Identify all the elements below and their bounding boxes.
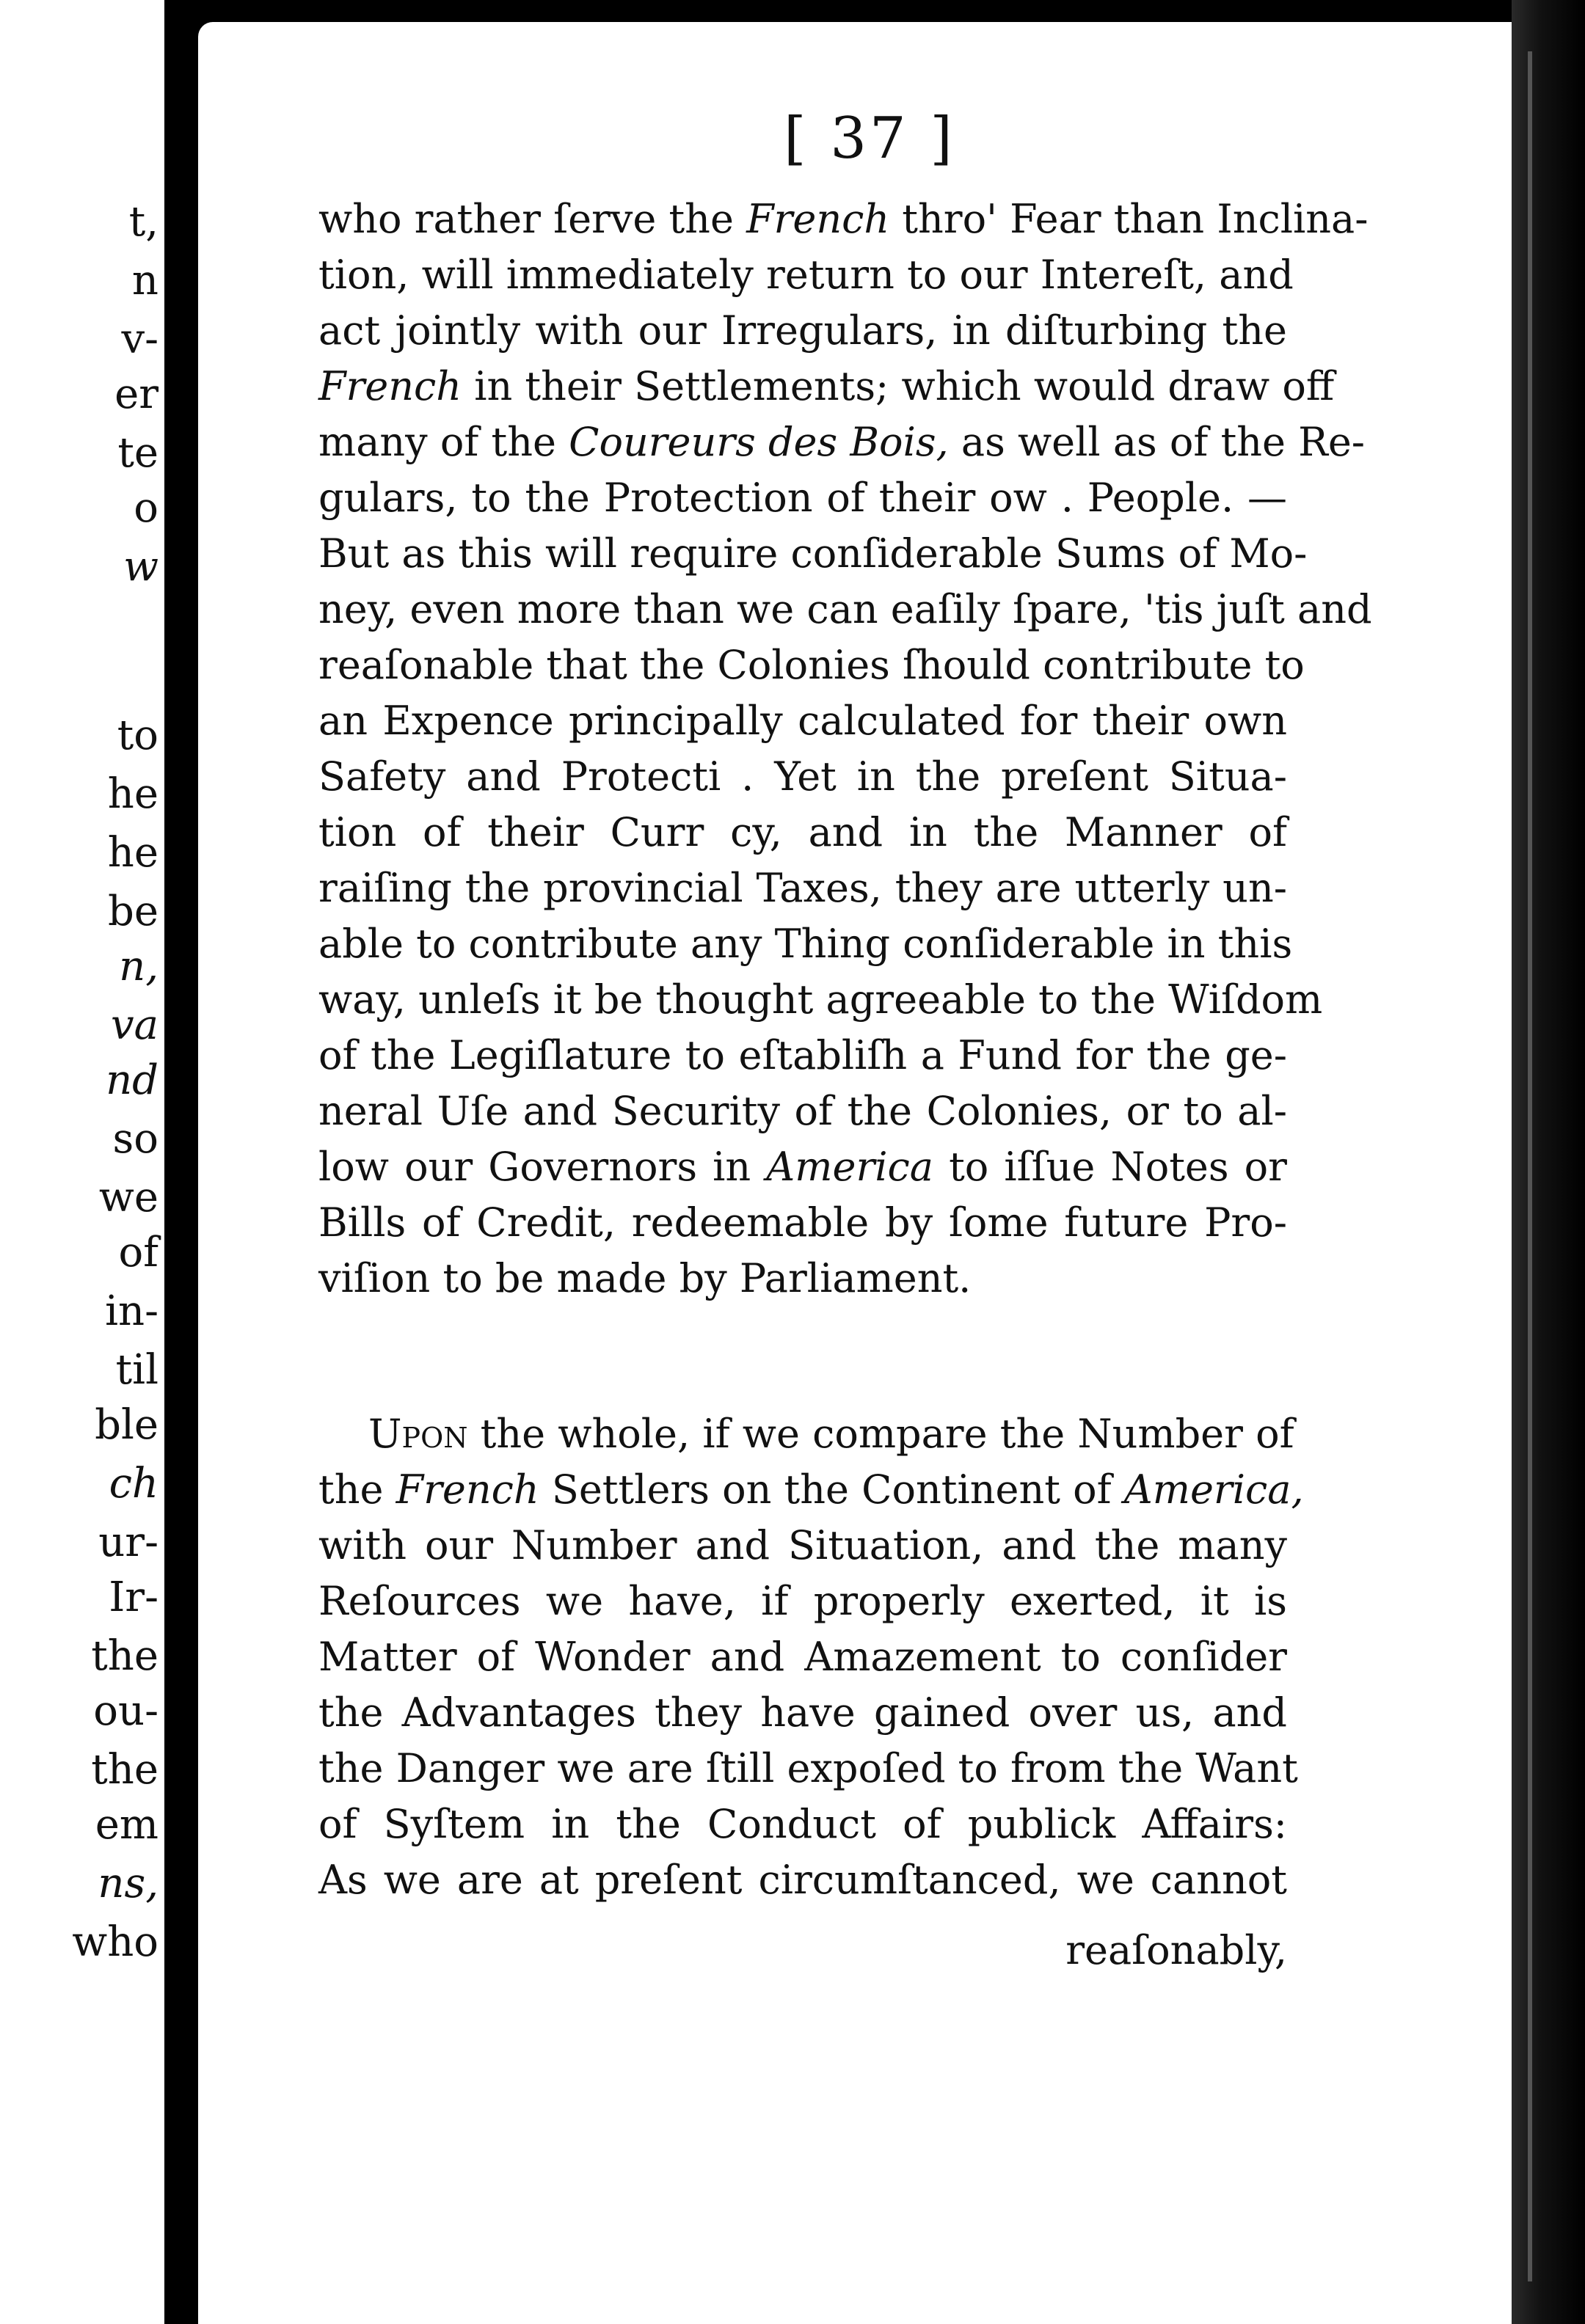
facing-page-fragment: the [91, 1746, 158, 1794]
facing-page-fragment: of [118, 1229, 158, 1276]
text-line: Bills of Credit, redeemable by ſome future Pro- [318, 1199, 1287, 1246]
catchword: reaſonably, [1065, 1927, 1287, 1973]
facing-page-fragment: ch [109, 1460, 158, 1508]
text-line: many of the Coureurs des Bois, as well as of the Re- [318, 419, 1366, 465]
facing-page-fragment: be [108, 888, 158, 935]
facing-page-fragment: v- [121, 315, 158, 363]
text-line: able to contribute any Thing conſiderable in this [318, 921, 1293, 967]
text-line: gulars, to the Protection of their ow . People. — [318, 475, 1287, 521]
facing-page-fragment: te [117, 429, 158, 477]
text-line: tion of their Curr cy, and in the Manner of [318, 809, 1287, 855]
text-line: the Danger we are ſtill expoſed to from the Want [318, 1745, 1298, 1791]
text-line: Upon the whole, if we compare the Number of [368, 1411, 1294, 1457]
text-line: raiſing the provincial Taxes, they are utterly un- [318, 865, 1287, 911]
text-line: Matter of Wonder and Amazement to conſider [318, 1634, 1287, 1680]
facing-page-fragment: nd [106, 1056, 158, 1104]
facing-page-fragment: he [107, 829, 158, 877]
text-line: the French Settlers on the Continent of America, [318, 1466, 1304, 1513]
text-line: the Advantages they have gained over us, and [318, 1689, 1287, 1736]
text-line: tion, will immediately return to our Intereſt, and [318, 252, 1294, 298]
text-line: viſion to be made by Parliament. [318, 1255, 972, 1301]
text-line: low our Governors in America to iſſue Notes or [318, 1144, 1287, 1190]
text-line: way, unleſs it be thought agreeable to the Wiſdom [318, 976, 1323, 1023]
facing-page-fragment: ns, [98, 1860, 158, 1907]
text-line: ney, even more than we can eaſily ſpare, 'tis juſt and [318, 586, 1372, 632]
facing-page [0, 0, 164, 2324]
facing-page-fragment: ble [95, 1401, 158, 1449]
text-line: reaſonable that the Colonies ſhould contribute to [318, 642, 1305, 688]
facing-page-fragment: va [110, 1001, 158, 1049]
facing-page-fragment: so [112, 1115, 158, 1163]
facing-page-fragment: n [131, 257, 158, 304]
facing-page-fragment: we [98, 1174, 158, 1221]
page-edge [1512, 0, 1585, 2324]
text-line: As we are at preſent circumſtanced, we cannot [318, 1857, 1287, 1903]
facing-page-fragment: who [72, 1918, 158, 1966]
facing-page-fragment: the [91, 1632, 158, 1680]
facing-page-fragment: n, [119, 943, 158, 990]
page-number: [ 37 ] [784, 106, 955, 172]
text-line: French in their Settlements; which would draw off [318, 363, 1335, 409]
facing-page-fragment: Ir- [109, 1574, 158, 1621]
text-line: of Syſtem in the Conduct of publick Affairs: [318, 1801, 1287, 1847]
text-line: But as this will require conſiderable Sums of Mo- [318, 530, 1308, 577]
facing-page-fragment: in- [105, 1287, 158, 1335]
text-line: Reſources we have, if properly exerted, it is [318, 1578, 1287, 1624]
text-line: an Expence principally calculated for their own [318, 698, 1287, 744]
facing-page-fragment: to [117, 712, 158, 759]
text-line: who rather ſerve the French thro' Fear than Inclina- [318, 196, 1369, 242]
facing-page-fragment: er [114, 370, 158, 418]
text-line: act jointly with our Irregulars, in diſturbing the [318, 307, 1287, 354]
facing-page-fragment: w [123, 543, 158, 591]
facing-page-fragment: ou- [93, 1687, 158, 1735]
text-line: with our Number and Situation, and the many [318, 1522, 1287, 1568]
facing-page-fragment: o [134, 484, 158, 532]
facing-page-fragment: t, [128, 198, 158, 246]
text-line: neral Uſe and Security of the Colonies, or to al- [318, 1088, 1287, 1134]
text-line: of the Legiſlature to eſtabliſh a Fund for the ge- [318, 1032, 1287, 1078]
facing-page-fragment: em [95, 1801, 158, 1849]
facing-page-fragment: he [107, 770, 158, 818]
facing-page-fragment: ur- [98, 1519, 158, 1566]
facing-page-fragment: til [115, 1346, 158, 1394]
text-line: Safety and Protecti . Yet in the preſent Situa- [318, 753, 1287, 800]
